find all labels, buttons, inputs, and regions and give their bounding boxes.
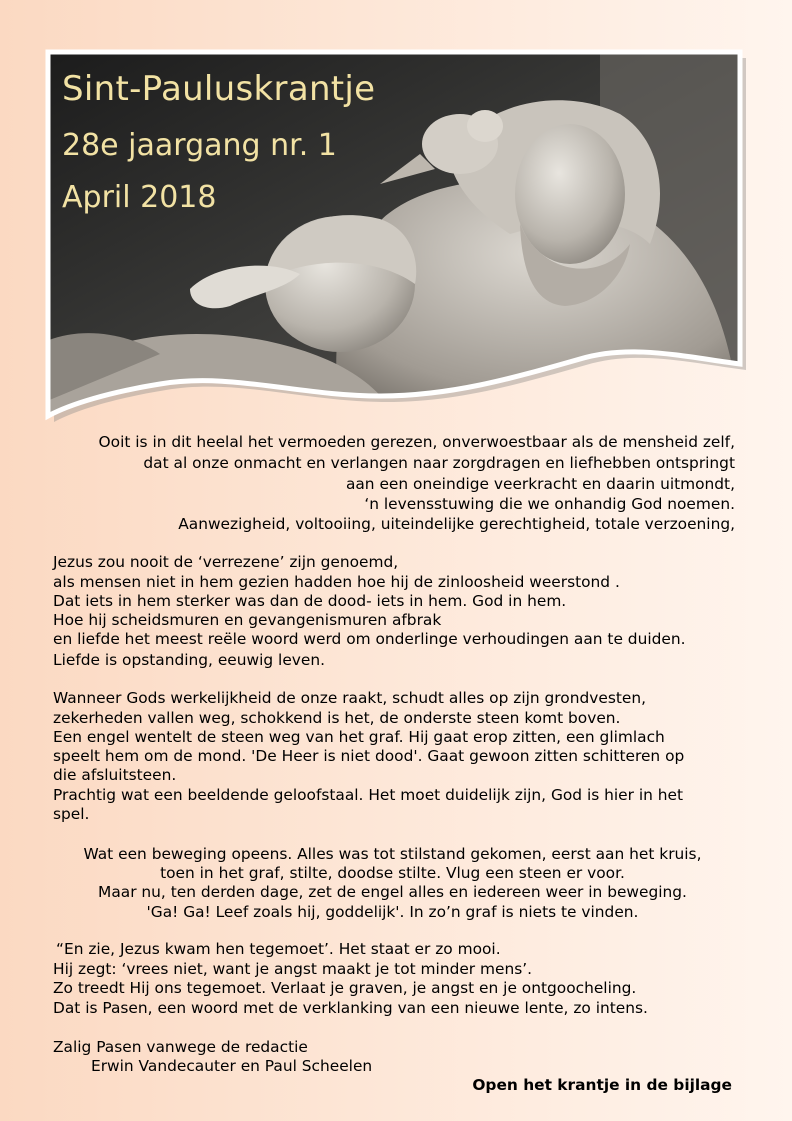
intro-line: Ooit is in dit heelal het vermoeden gerezen, onverwoestbaar als de mensheid zelf,: [98, 433, 735, 451]
intro-line: aan een oneindige veerkracht en daarin uitmondt,: [345, 475, 735, 493]
paragraph-line: Dat is Pasen, een woord met de verklanking van een nieuwe lente, zo intens.: [53, 999, 648, 1017]
paragraph-line: spel.: [53, 805, 90, 823]
paragraph-line: Liefde is opstanding, eeuwig leven.: [53, 651, 326, 669]
issue-date: April 2018: [62, 180, 217, 215]
paragraph-line: Zo treedt Hij ons tegemoet. Verlaat je graven, je angst en je ontgoocheling.: [53, 979, 637, 997]
intro-line: ‘n levensstuwing die we onhandig God noemen.: [364, 495, 735, 513]
closing-names: Erwin Vandecauter en Paul Scheelen: [91, 1057, 373, 1075]
paragraph-line: die afsluitsteen.: [53, 766, 177, 784]
header-banner: [40, 44, 750, 424]
paragraph-line: 'Ga! Ga! Leef zoals hij, goddelijk'. In zo’n graf is niets te vinden.: [146, 903, 639, 921]
paragraph-line: als mensen niet in hem gezien hadden hoe hij de zinloosheid weerstond .: [53, 573, 620, 591]
paragraph-line: Dat iets in hem sterker was dan de dood- iets in hem. God in hem.: [53, 592, 567, 610]
intro-line: dat al onze onmacht en verlangen naar zorgdragen en liefhebben ontspringt: [143, 454, 735, 472]
paragraph-line: Een engel wentelt de steen weg van het graf. Hij gaat erop zitten, een glimlach: [53, 728, 665, 746]
paragraph-line: Jezus zou nooit de ‘verrezene’ zijn genoemd,: [53, 553, 399, 571]
paragraph-line: Wat een beweging opeens. Alles was tot stilstand gekomen, eerst aan het kruis,: [83, 845, 702, 863]
intro-line: Aanwezigheid, voltooiing, uiteindelijke gerechtigheid, totale verzoening,: [178, 515, 735, 533]
paragraph-line: en liefde het meest reële woord werd om onderlinge verhoudingen aan te duiden.: [53, 630, 686, 648]
paragraph-line: zekerheden vallen weg, schokkend is het, de onderste steen komt boven.: [53, 709, 621, 727]
closing-greeting: Zalig Pasen vanwege de redactie: [53, 1038, 308, 1056]
paragraph-line: “En zie, Jezus kwam hen tegemoet’. Het staat er zo mooi.: [56, 940, 501, 958]
paragraph-line: Hoe hij scheidsmuren en gevangenismuren afbrak: [53, 611, 442, 629]
paragraph-line: toen in het graf, stilte, doodse stilte. Vlug een steen er voor.: [160, 864, 625, 882]
paragraph-line: Wanneer Gods werkelijkheid de onze raakt, schudt alles op zijn grondvesten,: [53, 689, 646, 707]
newsletter-title: Sint-Pauluskrantje: [62, 69, 376, 109]
paragraph-line: Prachtig wat een beeldende geloofstaal. Het moet duidelijk zijn, God is hier in het: [53, 786, 684, 804]
paragraph-line: speelt hem om de mond. 'De Heer is niet dood'. Gaat gewoon zitten schitteren op: [53, 747, 685, 765]
attachment-note: Open het krantje in de bijlage: [472, 1076, 732, 1094]
paragraph-line: Hij zegt: ‘vrees niet, want je angst maakt je tot minder mens’.: [53, 960, 533, 978]
paragraph-line: Maar nu, ten derden dage, zet de engel alles en iedereen weer in beweging.: [98, 883, 687, 901]
volume-number: 28e jaargang nr. 1: [62, 128, 337, 163]
